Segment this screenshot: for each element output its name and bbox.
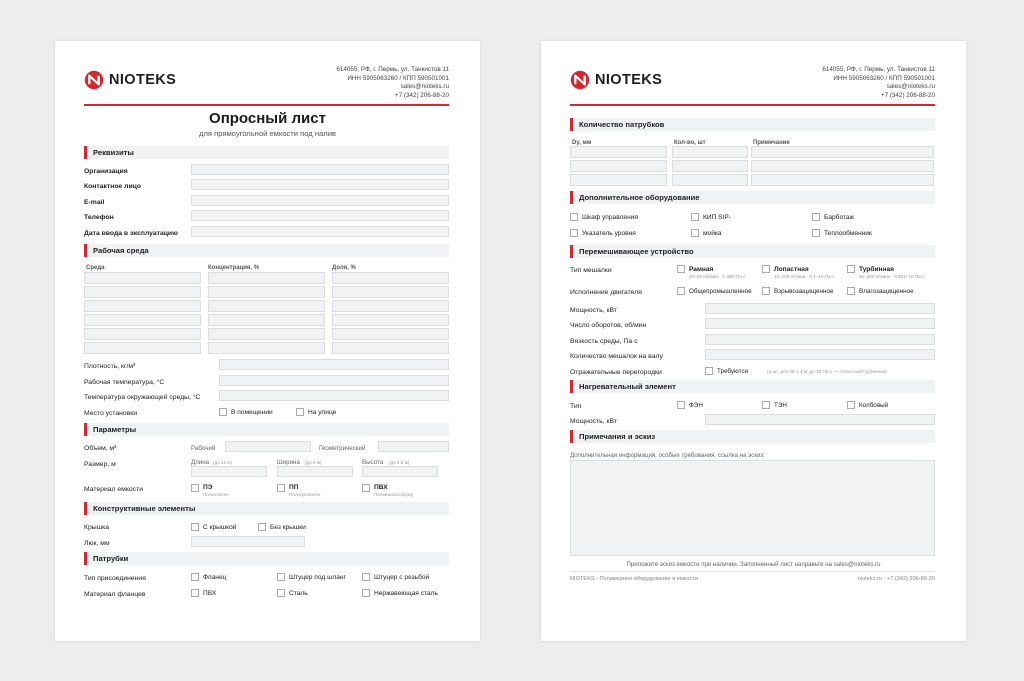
baffles-required-label: Требуются	[717, 368, 748, 375]
address: 614055, РФ, г. Пермь, ул. Танкистов 11	[336, 66, 449, 73]
questionnaire-page-2	[541, 41, 966, 641]
mixer-power-field[interactable]	[705, 303, 935, 314]
turbine-mixer-checkbox[interactable]	[847, 265, 855, 273]
hatch-label: Люк, мм	[84, 540, 110, 547]
hatch-field[interactable]	[191, 536, 305, 547]
nioteks-logo-icon	[570, 70, 590, 90]
pe-checkbox[interactable]	[191, 484, 199, 492]
nozzle-cell-r1-c3[interactable]	[751, 146, 934, 158]
bubbling-checkbox[interactable]	[812, 213, 820, 221]
density-field[interactable]	[219, 359, 449, 370]
pvc-checkbox[interactable]	[362, 484, 370, 492]
company-logo	[84, 70, 176, 90]
paddle-mixer-label: Лопастная	[774, 266, 809, 273]
paddle-mixer-checkbox[interactable]	[762, 265, 770, 273]
col-note: Примечание	[753, 140, 790, 146]
mixer-type-label: Тип мешалки	[570, 267, 612, 274]
general-motor-label: Общепромышленное	[689, 288, 752, 295]
viscosity-label: Вязкость среды, Па·с	[570, 338, 638, 345]
rpm-label: Число оборотов, об/мин	[570, 322, 647, 329]
col-share: Доля, %	[332, 265, 356, 271]
nozzle-cell-r2-c3[interactable]	[751, 160, 934, 172]
medium-cell-r3-c3[interactable]	[332, 300, 449, 312]
mixer-count-field[interactable]	[705, 349, 935, 360]
medium-cell-r2-c3[interactable]	[332, 286, 449, 298]
heater-power-field[interactable]	[705, 414, 935, 425]
medium-cell-r4-c1[interactable]	[84, 314, 201, 326]
section-extra-equipment: Дополнительное оборудование	[570, 191, 935, 204]
explosion-proof-checkbox[interactable]	[762, 287, 770, 295]
washing-label: мойка	[703, 230, 722, 237]
inn-kpp: ИНН 5905063260 / КПП 590501001	[347, 74, 449, 82]
company-logo	[570, 70, 662, 90]
length-field[interactable]	[191, 466, 267, 477]
kip-sip-label: КИП SIP-	[703, 214, 731, 221]
pe-name: Полиэтилен	[203, 492, 229, 497]
no-lid-label: Без крышки	[270, 524, 306, 531]
section-requisites: Реквизиты	[84, 146, 449, 159]
flange-pvc-checkbox[interactable]	[191, 589, 199, 597]
install-place-label: Место установки	[84, 410, 138, 417]
frame-mixer-hint: 20–60 об/мин · 1–300 Па·с	[689, 274, 746, 279]
email-link[interactable]: sales@nioteks.ru	[400, 83, 449, 91]
section-parameters: Параметры	[84, 423, 449, 436]
page-title: Опросный лист	[209, 110, 326, 127]
turbine-mixer-label: Турбинная	[859, 266, 894, 273]
address: 614055, РФ, г. Пермь, ул. Танкистов 11	[822, 66, 935, 73]
pp-code: ПП	[289, 484, 299, 491]
ten-label: ТЭН	[774, 402, 787, 409]
nozzle-cell-r3-c2[interactable]	[672, 174, 748, 186]
phone-label: Телефон	[84, 214, 114, 221]
flange-steel-checkbox[interactable]	[277, 589, 285, 597]
medium-cell-r4-c2[interactable]	[208, 314, 325, 326]
env-temp-field[interactable]	[219, 390, 449, 401]
flange-pvc-label: ПВХ	[203, 590, 217, 597]
medium-cell-r1-c1[interactable]	[84, 272, 201, 284]
section-mixer: Перемешивающее устройство	[570, 245, 935, 258]
section-notes: Примечания и эскиз	[570, 430, 935, 443]
moisture-proof-checkbox[interactable]	[847, 287, 855, 295]
section-design-elements: Конструктивные элементы	[84, 502, 449, 515]
section-nozzle-count: Количество патрубков	[570, 118, 935, 131]
volume-working-label: Рабочий	[191, 445, 216, 452]
threaded-fitting-label: Штуцер с резьбой	[374, 574, 430, 581]
level-indicator-checkbox[interactable]	[570, 229, 578, 237]
phone: +7 (342) 206-88-20	[394, 91, 449, 99]
height-hint: (до 4,5 м)	[389, 460, 410, 465]
work-temp-field[interactable]	[219, 375, 449, 386]
viscosity-field[interactable]	[705, 334, 935, 345]
frame-mixer-checkbox[interactable]	[677, 265, 685, 273]
phone-field[interactable]	[191, 210, 449, 221]
mixer-power-label: Мощность, кВт	[570, 307, 617, 314]
ten-checkbox[interactable]	[762, 401, 770, 409]
pvc-code: ПВХ	[374, 484, 388, 491]
outdoor-checkbox[interactable]	[296, 408, 304, 416]
contact-person-field[interactable]	[191, 179, 449, 190]
with-lid-checkbox[interactable]	[191, 523, 199, 531]
heater-type-label: Тип	[570, 403, 582, 410]
pe-code: ПЭ	[203, 484, 213, 491]
medium-cell-r6-c2[interactable]	[208, 342, 325, 354]
size-label: Размер, м	[84, 461, 116, 468]
medium-cell-r2-c1[interactable]	[84, 286, 201, 298]
volume-geometric-field[interactable]	[378, 441, 449, 452]
flange-stainless-label: Нержавеющая сталь	[374, 590, 438, 597]
paddle-mixer-hint: 10–100 об/мин · 0,1–10 Па·с	[774, 274, 835, 279]
nozzle-cell-r3-c1[interactable]	[570, 174, 667, 186]
col-du: Dу, мм	[572, 140, 592, 146]
tank-material-label: Материал емкости	[84, 486, 143, 493]
medium-cell-r5-c2[interactable]	[208, 328, 325, 340]
indoor-checkbox[interactable]	[219, 408, 227, 416]
width-field[interactable]	[277, 466, 353, 477]
footer-right: nioteks.ru · +7 (342) 206-88-20	[857, 576, 935, 582]
width-label: Ширина	[277, 459, 300, 466]
hose-fitting-checkbox[interactable]	[277, 573, 285, 581]
control-cabinet-label: Шкаф управления	[582, 214, 638, 221]
email-field[interactable]	[191, 195, 449, 206]
contact-person-label: Контактное лицо	[84, 183, 141, 190]
with-lid-label: С крышкой	[203, 524, 237, 531]
nozzle-cell-r2-c1[interactable]	[570, 160, 667, 172]
volume-working-field[interactable]	[225, 441, 311, 452]
col-qty: Кол-во, шт	[674, 140, 706, 146]
medium-cell-r6-c1[interactable]	[84, 342, 201, 354]
bubbling-label: Барботаж	[824, 214, 854, 221]
footer-divider	[570, 571, 935, 572]
section-working-medium: Рабочая среда	[84, 244, 449, 257]
width-hint: (до 6 м)	[305, 460, 322, 465]
medium-cell-r5-c1[interactable]	[84, 328, 201, 340]
mixer-count-label: Количество мешалок на валу	[570, 353, 663, 360]
flask-heater-checkbox[interactable]	[847, 401, 855, 409]
heater-power-label: Мощность, кВт	[570, 418, 617, 425]
commission-date-field[interactable]	[191, 226, 449, 237]
frame-mixer-label: Рамная	[689, 266, 714, 273]
env-temp-label: Температура окружающей среды, °С	[84, 394, 201, 401]
phone: +7 (342) 206-88-20	[880, 91, 935, 99]
threaded-fitting-checkbox[interactable]	[362, 573, 370, 581]
medium-cell-r2-c2[interactable]	[208, 286, 325, 298]
flange-label: Фланец	[203, 574, 227, 581]
control-cabinet-checkbox[interactable]	[570, 213, 578, 221]
page-subtitle: для прямоугольной емкости под налив	[199, 129, 336, 138]
flask-heater-label: Колбовый	[859, 402, 889, 409]
nioteks-logo-icon	[84, 70, 104, 90]
pvc-name: Поливинилхлорид	[374, 492, 414, 497]
organization-field[interactable]	[191, 164, 449, 175]
connection-type-label: Тип присоединения	[84, 575, 146, 582]
baffles-checkbox[interactable]	[705, 367, 713, 375]
header-divider	[570, 104, 935, 106]
section-heater: Нагревательный элемент	[570, 380, 935, 393]
organization-label: Организация	[84, 168, 128, 175]
header-divider	[84, 104, 449, 106]
nozzle-cell-r1-c2[interactable]	[672, 146, 748, 158]
height-label: Высота	[362, 459, 384, 466]
explosion-proof-label: Взрывозащищенное	[774, 288, 834, 295]
nozzle-cell-r3-c3[interactable]	[751, 174, 934, 186]
col-medium: Среда	[86, 265, 105, 271]
pp-name: Полипропилен	[289, 492, 321, 497]
baffles-hint: (4 шт. для dE ≤ 4 м; до 10 Па·с — лопастная/турбинная)	[767, 369, 887, 374]
questionnaire-page-1	[55, 41, 480, 641]
commission-date-label: Дата ввода в эксплуатацию	[84, 230, 178, 237]
height-field[interactable]	[362, 466, 438, 477]
heat-exchanger-label: Теплообменник	[824, 230, 872, 237]
heat-exchanger-checkbox[interactable]	[812, 229, 820, 237]
no-lid-checkbox[interactable]	[258, 523, 266, 531]
indoor-label: В помещении	[231, 409, 273, 416]
medium-cell-r4-c3[interactable]	[332, 314, 449, 326]
volume-label: Объем, м³	[84, 445, 117, 452]
washing-checkbox[interactable]	[691, 229, 699, 237]
medium-cell-r5-c3[interactable]	[332, 328, 449, 340]
col-concentration: Концентрация, %	[208, 265, 260, 271]
logo-text: NIOTEKS	[109, 72, 177, 88]
flange-steel-label: Сталь	[289, 590, 308, 597]
motor-design-label: Исполнение двигателя	[570, 289, 642, 296]
length-hint: (до 12 м)	[213, 460, 233, 465]
level-indicator-label: Указатель уровня	[582, 230, 636, 237]
turbine-mixer-hint: 40–400 об/мин · 0,001–10 Па·с	[859, 274, 925, 279]
company-contacts	[336, 66, 449, 100]
medium-cell-r3-c1[interactable]	[84, 300, 201, 312]
medium-cell-r1-c2[interactable]	[208, 272, 325, 284]
flange-material-label: Материал фланцев	[84, 591, 146, 598]
nozzle-cell-r1-c1[interactable]	[570, 146, 667, 158]
medium-cell-r6-c3[interactable]	[332, 342, 449, 354]
nozzle-cell-r2-c2[interactable]	[672, 160, 748, 172]
outdoor-label: На улице	[308, 409, 337, 416]
fen-checkbox[interactable]	[677, 401, 685, 409]
moisture-proof-label: Влагозащищенное	[859, 288, 914, 295]
footer-left: NIOTEKS · Полимерное оборудование и емкости	[570, 576, 698, 582]
notes-textarea[interactable]	[570, 460, 935, 556]
medium-cell-r1-c3[interactable]	[332, 272, 449, 284]
lid-label: Крышка	[84, 524, 109, 531]
kip-sip-checkbox[interactable]	[691, 213, 699, 221]
length-label: Длина	[191, 459, 210, 466]
attach-instruction: Приложите эскиз емкости при наличии. Заполненный лист направьте на sales@nioteks.ru	[626, 561, 881, 568]
rpm-field[interactable]	[705, 318, 935, 329]
email-label: E-mail	[84, 199, 105, 206]
hose-fitting-label: Штуцер под шланг	[289, 574, 346, 581]
company-contacts	[822, 66, 935, 100]
volume-geometric-label: Геометрический	[319, 445, 366, 452]
logo-text: NIOTEKS	[595, 72, 663, 88]
pp-checkbox[interactable]	[277, 484, 285, 492]
fen-label: ФЭН	[689, 402, 703, 409]
email-link[interactable]: sales@nioteks.ru	[886, 83, 935, 91]
flange-checkbox[interactable]	[191, 573, 199, 581]
baffles-label: Отражательные перегородки	[570, 369, 662, 376]
section-nozzles: Патрубки	[84, 552, 449, 565]
flange-stainless-checkbox[interactable]	[362, 589, 370, 597]
density-label: Плотность, кг/м³	[84, 363, 136, 370]
notes-hint: Дополнительная информация, особые требования, ссылка на эскиз:	[570, 452, 765, 459]
medium-cell-r3-c2[interactable]	[208, 300, 325, 312]
inn-kpp: ИНН 5905063260 / КПП 590501001	[833, 74, 935, 82]
work-temp-label: Рабочая температура, °С	[84, 379, 165, 386]
general-motor-checkbox[interactable]	[677, 287, 685, 295]
